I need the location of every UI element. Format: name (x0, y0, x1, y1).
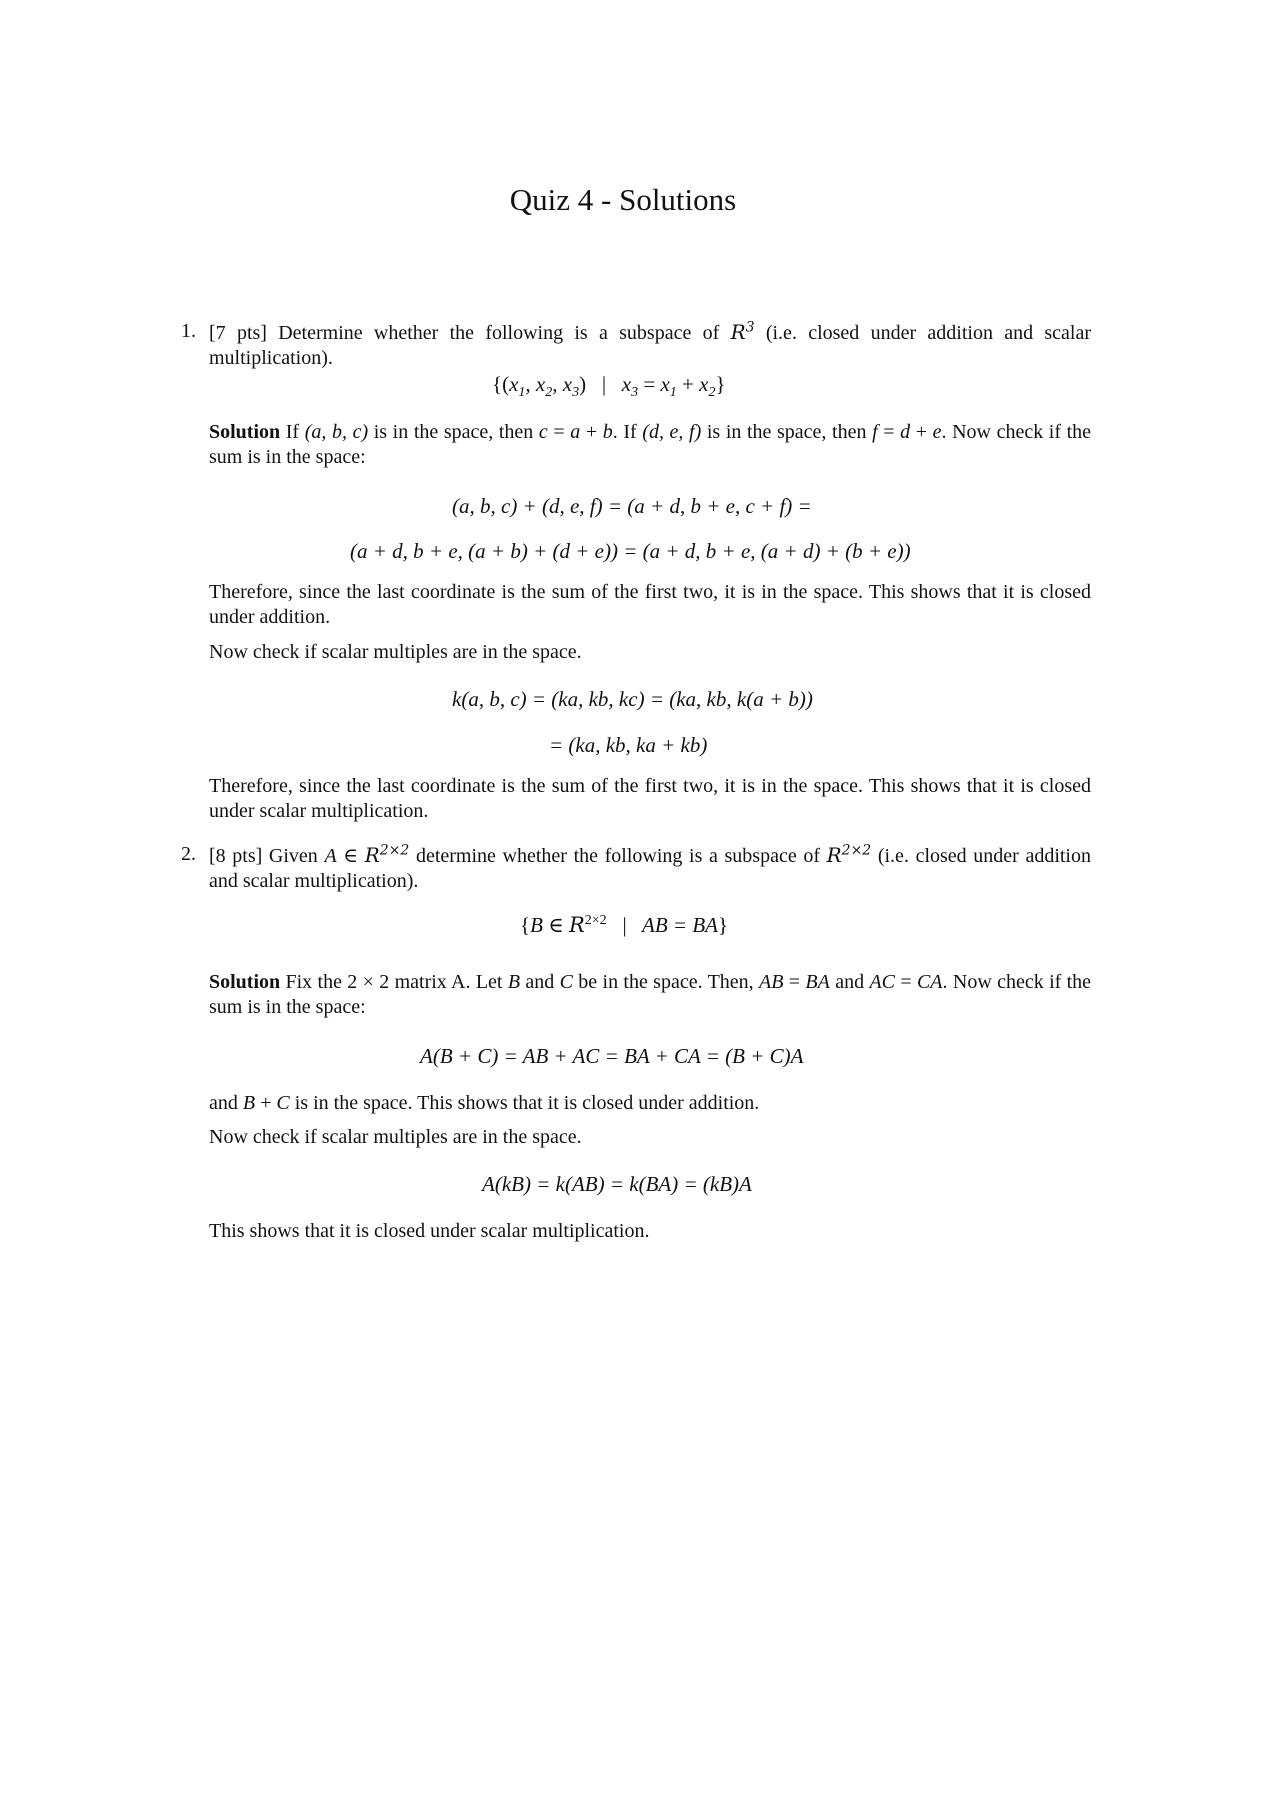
q1-scalar-equation-line2: = (ka, kb, ka + kb) (549, 733, 708, 757)
q2-solution-intro: Solution Fix the 2 × 2 matrix A. Let B and C be in the space. Then, AB = BA and AC = CA. Now check if the sum is in the space: (209, 971, 1092, 1018)
q1-sum-equation-line2: (a + d, b + e, (a + b) + (d + e)) = (a + d, b + e, (a + d) + (b + e)) (350, 539, 911, 563)
q1-prompt (209, 320, 1091, 371)
q2-scalar-conclusion: This shows that it is closed under scalar multiplication. (209, 1220, 650, 1242)
q2-scalar-intro: Now check if scalar multiples are in the space. (209, 1126, 582, 1148)
q2-set-definition: {B ∈ $R^{2\times 2}$ | AB = BA} (520, 913, 729, 937)
q1-prompt-text-a: Determine whether the following is a subspace of (278, 322, 720, 344)
q1-solution-label: Solution (209, 421, 281, 443)
q1-sum-equation-line1: (a, b, c) + (d, e, f) = (a + d, b + e, c + f) = (452, 494, 812, 518)
q1-points: [7 pts] (209, 322, 267, 344)
q1-scalar-intro: Now check if scalar multiples are in the space. (209, 641, 582, 663)
q2-sum-equation: A(B + C) = AB + AC = BA + CA = (B + C)A (420, 1044, 804, 1068)
q2-number: 2. (181, 843, 196, 865)
q1-space-symbol: $R^3$ (730, 319, 755, 344)
q1-scalar-conclusion: Therefore, since the last coordinate is the sum of the first two, it is in the space. This shows that it is closed under scalar multiplication. (209, 775, 1091, 822)
page-title: Quiz 4 - Solutions (509, 182, 737, 217)
q1-number: 1. (181, 320, 196, 342)
q2-addition-conclusion: and B + C is in the space. This shows that it is closed under addition. (209, 1092, 760, 1114)
q1-scalar-equation-line1: k(a, b, c) = (ka, kb, kc) = (ka, kb, k(a + b)) (452, 687, 813, 711)
q2-prompt: [8 pts] Given A ∈ $R^{2\times 2}$ determine whether the following is a subspace of $R^{2\times 2}$ (i.e. closed under addition and scalar multiplication). (209, 842, 1091, 892)
q2-points: [8 pts] (209, 845, 263, 867)
q1-solution-intro: Solution If (a, b, c) is in the space, then c = a + b. If (d, e, f) is in the space, then f = d + e. Now check if the sum is in the space: (209, 421, 1092, 468)
q2-solution-label: Solution (209, 971, 281, 993)
q1-set-definition: {($x_1$, $x_2$, $x_3$) | $x_3 = x_1 + x_2$} (492, 372, 726, 401)
q1-addition-conclusion: Therefore, since the last coordinate is the sum of the first two, it is in the space. This shows that it is closed under addition. (209, 581, 1091, 628)
q2-scalar-equation: A(kB) = k(AB) = k(BA) = (kB)A (482, 1172, 752, 1196)
q1-prompt-text-b: (i.e. closed under addition and scalar multiplication). (209, 322, 1092, 369)
